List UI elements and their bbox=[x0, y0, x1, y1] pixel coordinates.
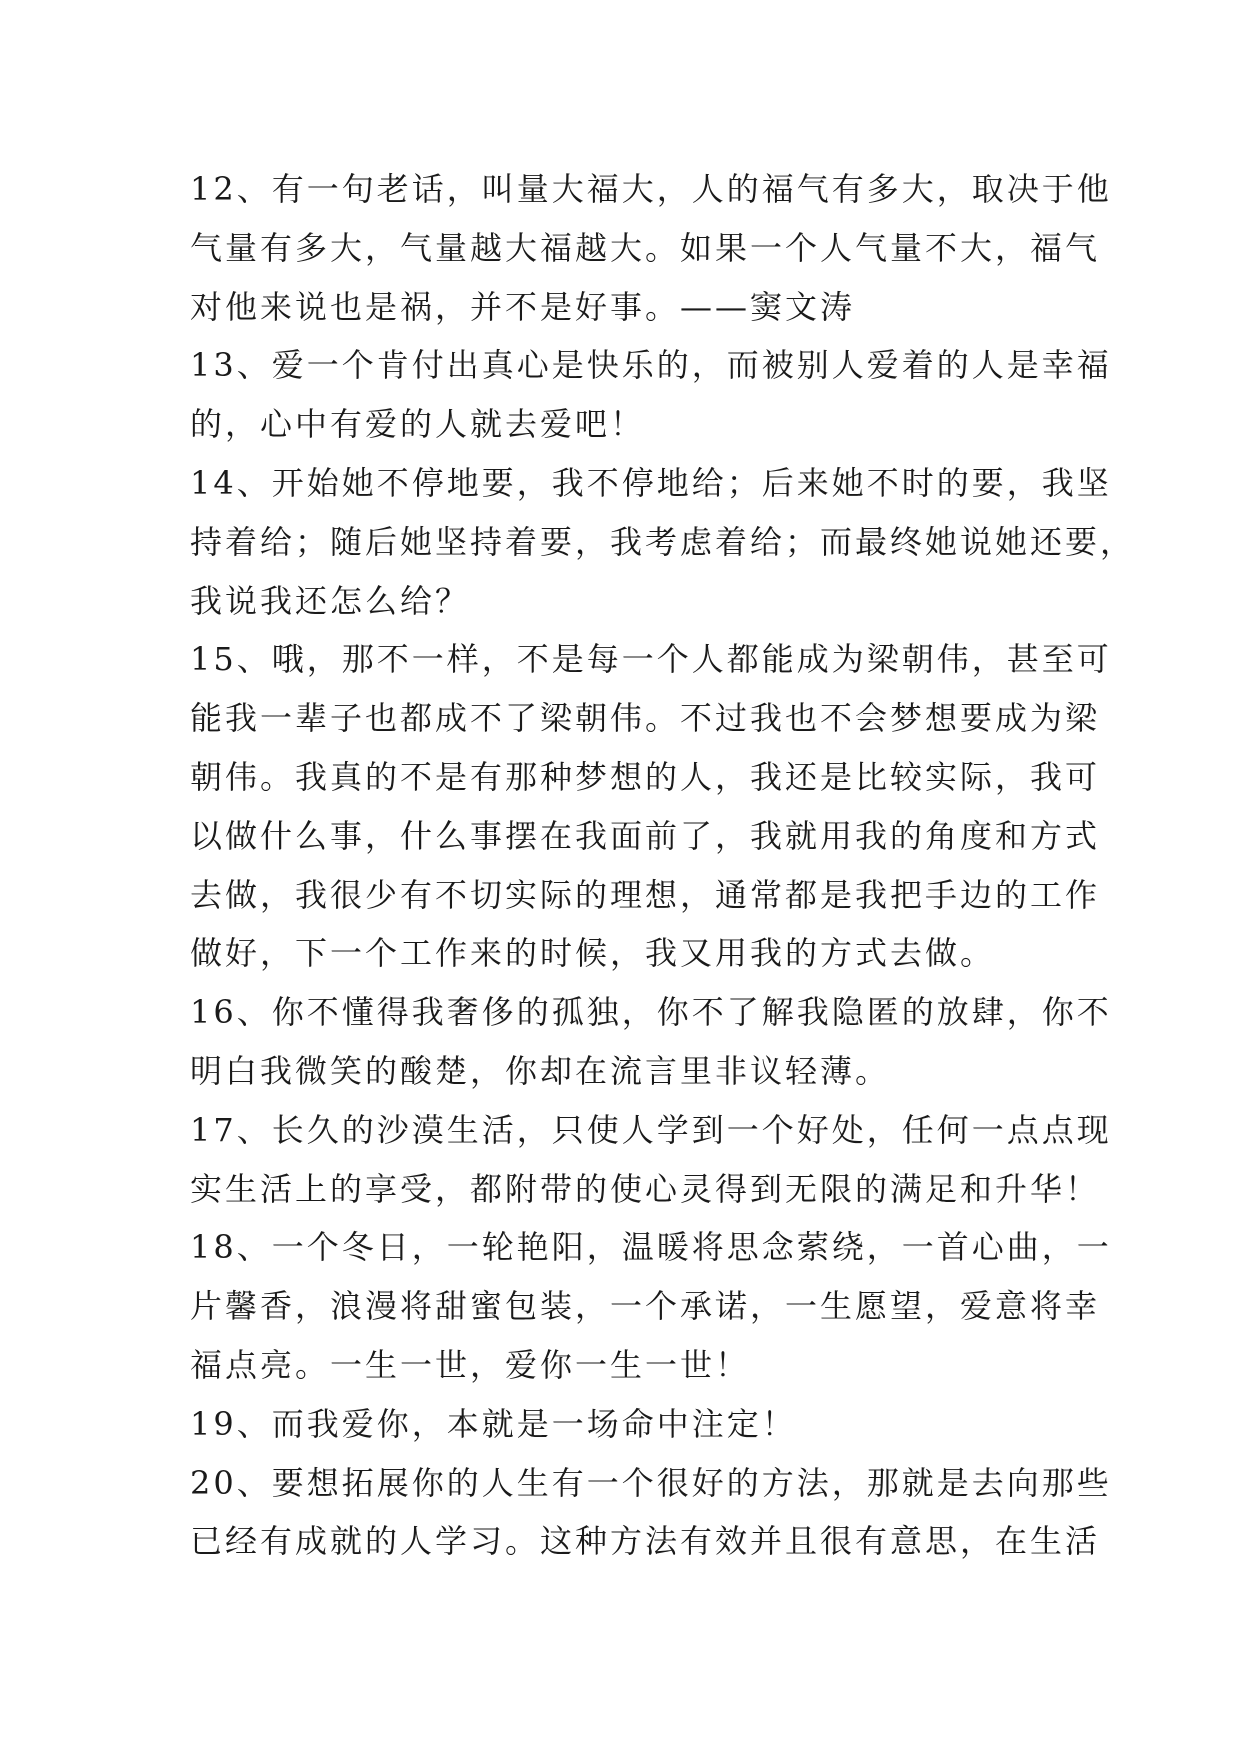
paragraph-5 bbox=[190, 983, 1112, 1101]
text-line: 的，心中有爱的人就去爱吧！ bbox=[190, 405, 646, 444]
text-line: 15、哦，那不一样，不是每一个人都能成为梁朝伟，甚至可 bbox=[190, 640, 1112, 679]
text-line: 以做什么事，什么事摆在我面前了，我就用我的角度和方式 bbox=[190, 816, 1101, 855]
text-line: 能我一辈子也都成不了梁朝伟。不过我也不会梦想要成为梁 bbox=[190, 699, 1101, 738]
text-line: 实生活上的享受，都附带的使心灵得到无限的满足和升华！ bbox=[190, 1169, 1101, 1208]
paragraph-4 bbox=[190, 630, 1112, 983]
text-line: 对他来说也是祸，并不是好事。——窦文涛 bbox=[190, 287, 856, 326]
text-line: 持着给；随后她坚持着要，我考虑着给；而最终她说她还要， bbox=[190, 522, 1136, 561]
text-line: 去做，我很少有不切实际的理想，通常都是我把手边的工作 bbox=[190, 875, 1101, 914]
text-line: 朝伟。我真的不是有那种梦想的人，我还是比较实际，我可 bbox=[190, 757, 1101, 796]
text-line: 20、要想拓展你的人生有一个很好的方法，那就是去向那些 bbox=[190, 1463, 1112, 1502]
text-line: 12、有一句老话，叫量大福大，人的福气有多大，取决于他 bbox=[190, 170, 1112, 208]
text-line: 已经有成就的人学习。这种方法有效并且很有意思，在生活 bbox=[190, 1522, 1101, 1561]
text-line: 18、一个冬日，一轮艳阳，温暖将思念萦绕，一首心曲，一 bbox=[190, 1228, 1112, 1267]
text-line: 明白我微笑的酸楚，你却在流言里非议轻薄。 bbox=[190, 1051, 891, 1090]
paragraph-8 bbox=[190, 1395, 1060, 1454]
text-line: 气量有多大，气量越大福越大。如果一个人气量不大，福气 bbox=[190, 228, 1101, 267]
paragraph-2 bbox=[190, 336, 1112, 454]
text-line: 福点亮。一生一世，爱你一生一世！ bbox=[190, 1345, 751, 1384]
document-body bbox=[190, 160, 1136, 1571]
text-line: 19、而我爱你，本就是一场命中注定！ bbox=[190, 1404, 797, 1443]
text-line: 13、爱一个肯付出真心是快乐的，而被别人爱着的人是幸福 bbox=[190, 346, 1112, 385]
paragraph-1 bbox=[190, 160, 1112, 336]
text-line: 片馨香，浪漫将甜蜜包装，一个承诺，一生愿望，爱意将幸 bbox=[190, 1287, 1101, 1326]
text-line: 14、开始她不停地要，我不停地给；后来她不时的要，我坚 bbox=[190, 463, 1112, 502]
text-line: 17、长久的沙漠生活，只使人学到一个好处，任何一点点现 bbox=[190, 1110, 1112, 1149]
text-line: 我说我还怎么给？ bbox=[190, 581, 471, 620]
text-line: 做好，下一个工作来的时候，我又用我的方式去做。 bbox=[190, 934, 996, 973]
text-line: 16、你不懂得我奢侈的孤独，你不了解我隐匿的放肆，你不 bbox=[190, 993, 1112, 1032]
paragraph-7 bbox=[190, 1218, 1112, 1394]
paragraph-3 bbox=[190, 454, 1136, 630]
paragraph-6 bbox=[190, 1101, 1112, 1219]
paragraph-9 bbox=[190, 1454, 1112, 1572]
